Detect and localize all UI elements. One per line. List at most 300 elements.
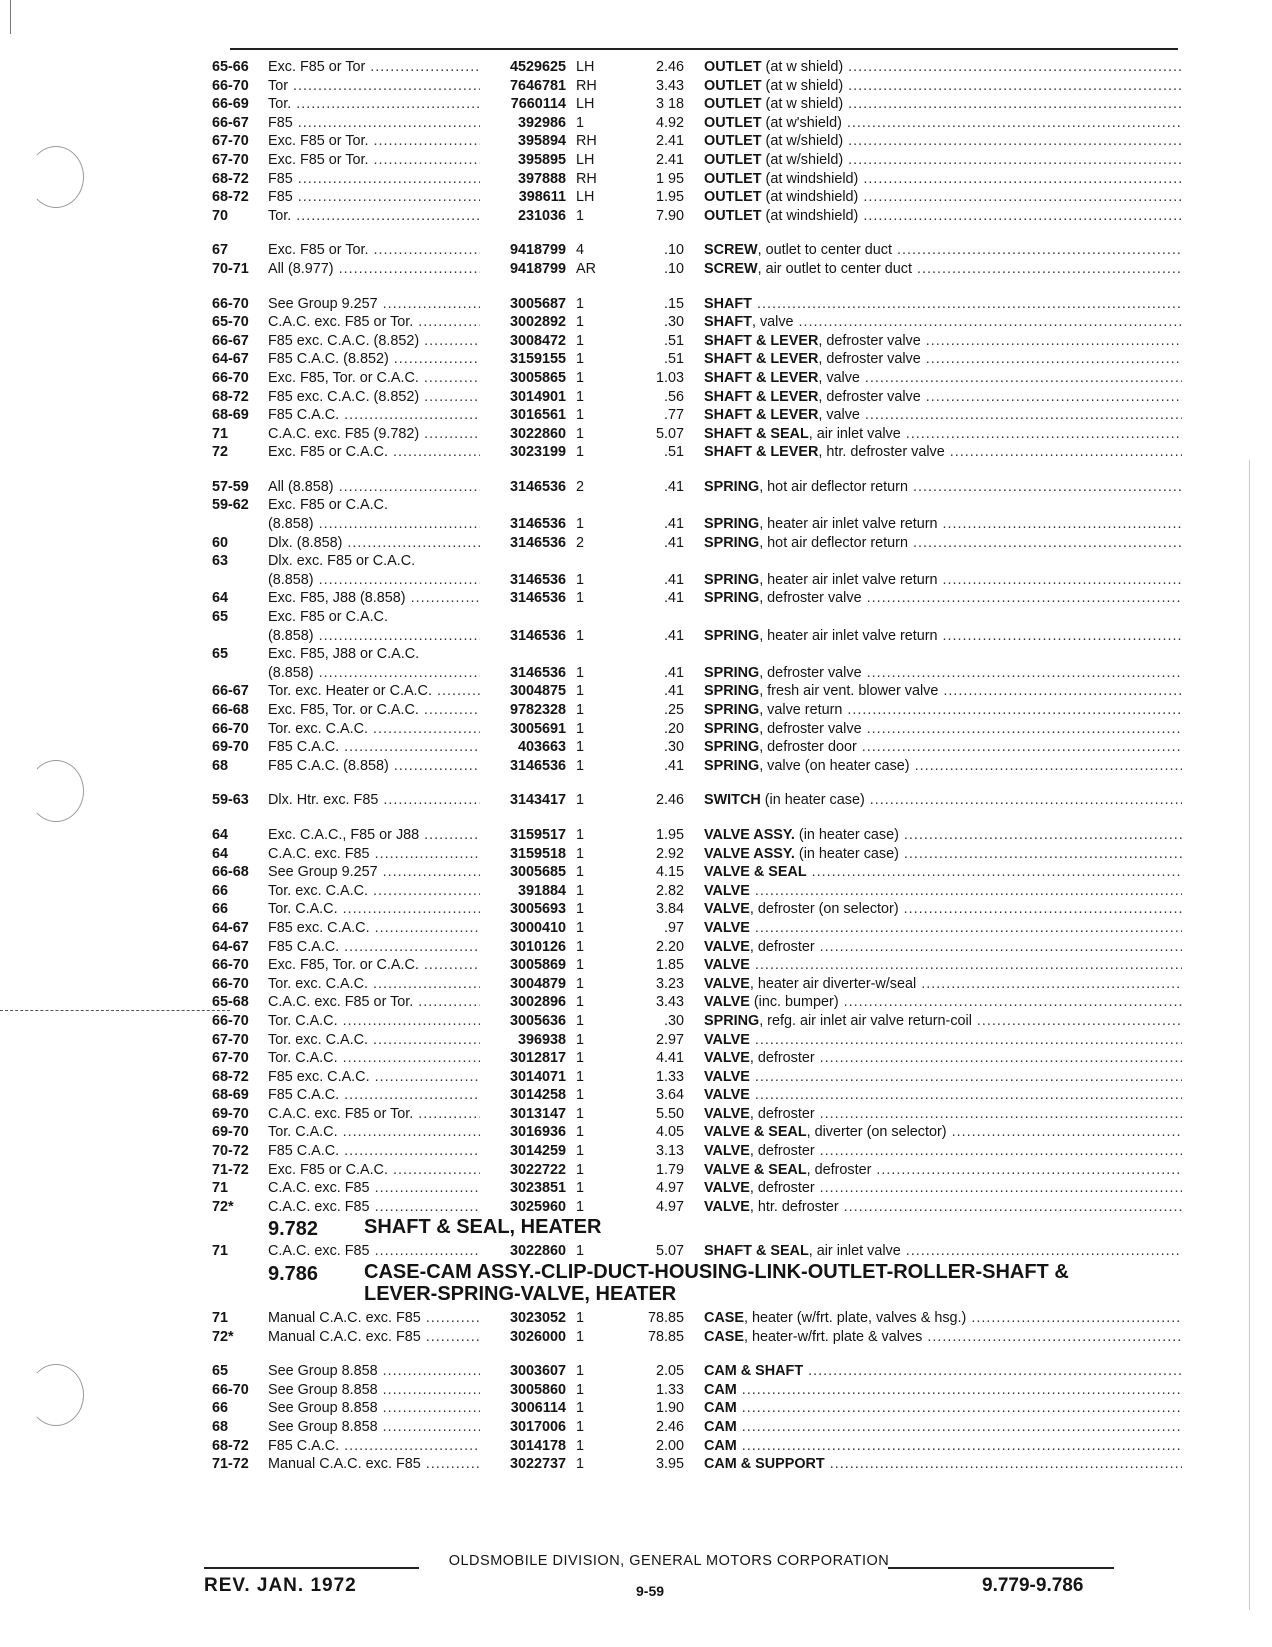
part-number: 3005869: [509, 957, 566, 974]
part-number: 3010126: [509, 938, 566, 955]
part-description: [704, 1418, 1182, 1437]
part-description: [704, 975, 1182, 994]
model-application: [268, 1049, 480, 1068]
part-description: [704, 956, 1182, 975]
part-detail: , hot air deflector return: [759, 478, 908, 495]
price: 78.85: [647, 1328, 684, 1345]
price: 4.97: [655, 1180, 684, 1197]
part-row: [212, 1179, 1182, 1198]
row-spacer: [212, 462, 1182, 478]
part-row: [212, 1123, 1182, 1142]
price: .25: [663, 702, 684, 718]
part-description: [704, 1049, 1182, 1068]
model-application: [268, 627, 480, 646]
model-years: 69-70: [212, 739, 249, 756]
model-application: [268, 406, 480, 425]
price: 3.64: [655, 1087, 684, 1104]
quantity: 1: [576, 683, 585, 700]
part-row: [212, 515, 1182, 534]
quantity: 1: [576, 1031, 585, 1048]
quantity: 1: [576, 1124, 585, 1141]
part-row: [212, 627, 1182, 646]
part-number: 7660114: [510, 96, 566, 113]
model-years: 71-72: [212, 1456, 249, 1473]
quantity: 1: [576, 845, 585, 862]
part-row: [212, 1012, 1182, 1031]
model-application: [268, 552, 480, 571]
quantity: 1: [576, 1328, 585, 1345]
binder-hole: [28, 146, 84, 208]
model-application: [268, 1362, 480, 1381]
part-name: VALVE & SEAL: [704, 1161, 807, 1178]
model-text: Tor. exc. C.A.C.: [268, 882, 368, 899]
part-row: [212, 757, 1182, 776]
price: 2.00: [655, 1437, 684, 1454]
quantity: 1: [576, 1050, 585, 1067]
model-application: [268, 791, 480, 810]
part-name: VALVE ASSY.: [704, 845, 795, 862]
part-number: 3014259: [509, 1143, 566, 1160]
model-application: [268, 720, 480, 739]
price: 4.92: [655, 114, 684, 131]
quantity: 2: [576, 534, 585, 551]
part-detail: , defroster valve: [818, 388, 921, 405]
part-detail: , defroster (on selector): [749, 901, 899, 918]
quantity: 1: [576, 1400, 585, 1417]
part-row: [212, 1437, 1182, 1456]
model-text: (8.858): [268, 627, 314, 644]
quantity: 1: [576, 314, 585, 331]
part-row: [212, 350, 1182, 369]
part-name: SPRING: [704, 683, 760, 700]
price: .30: [663, 1012, 684, 1029]
price: .51: [663, 332, 684, 349]
part-row: [212, 1309, 1182, 1328]
quantity: 1: [576, 1243, 585, 1260]
price: .97: [663, 919, 684, 936]
model-text: F85 exc. C.A.C. (8.852): [268, 332, 420, 349]
quantity: 1: [576, 1419, 585, 1435]
quantity: 1: [576, 826, 585, 843]
model-text: Manual C.A.C. exc. F85: [268, 1328, 421, 1345]
section-heading: [212, 1216, 1182, 1242]
part-name: OUTLET: [704, 59, 762, 75]
model-text: C.A.C. exc. F85 (9.782): [268, 425, 420, 442]
part-number: 396938: [517, 1031, 566, 1048]
model-application: [268, 1437, 480, 1456]
quantity: RH: [576, 77, 597, 94]
model-years: 71: [212, 1180, 229, 1197]
model-text: Exc. C.A.C., F85 or J88: [268, 826, 420, 843]
model-years: 72*: [212, 1328, 234, 1345]
part-description: [704, 682, 1182, 701]
part-name: SHAFT & LEVER: [704, 407, 819, 424]
part-description: [704, 406, 1182, 425]
section-number: 9.786: [268, 1263, 319, 1286]
model-years: 59-62: [212, 497, 249, 514]
part-row: [212, 938, 1182, 957]
part-row: [212, 1242, 1182, 1261]
part-row: [212, 77, 1182, 96]
model-years: 67-70: [212, 1031, 249, 1048]
part-description: [704, 1031, 1182, 1050]
model-years: 64-67: [212, 919, 249, 936]
part-name: SHAFT & LEVER: [704, 444, 819, 461]
quantity: 1: [576, 919, 585, 936]
part-row: [212, 478, 1182, 497]
model-years: 65: [212, 646, 229, 663]
model-years: 60: [212, 534, 229, 551]
part-row: [212, 425, 1182, 444]
price: 4.05: [655, 1124, 684, 1141]
price: .41: [663, 757, 684, 774]
model-application: [268, 1031, 480, 1050]
part-row: [212, 534, 1182, 553]
part-row: [212, 58, 1182, 77]
part-name: SHAFT & SEAL: [704, 1243, 809, 1260]
model-application: [268, 1242, 480, 1261]
part-number: 398611: [518, 189, 566, 206]
model-text: F85 exc. C.A.C.: [268, 919, 370, 936]
part-number: 3013147: [509, 1105, 566, 1122]
part-name: VALVE: [704, 1198, 750, 1215]
model-text: Exc. F85, Tor. or C.A.C.: [268, 957, 419, 974]
part-detail: , defroster valve: [759, 590, 862, 607]
part-description: [704, 1242, 1182, 1261]
model-text: C.A.C. exc. F85: [268, 845, 370, 862]
model-years: 66: [212, 901, 229, 918]
part-number: 9418799: [509, 260, 566, 277]
part-number: 4529625: [509, 59, 566, 75]
model-text: Exc. F85 or Tor: [268, 59, 366, 75]
model-text: F85 C.A.C.: [268, 1087, 340, 1104]
model-text: Tor. exc. Heater or C.A.C.: [268, 683, 432, 700]
price: 1.03: [655, 369, 684, 386]
model-text: All (8.977): [268, 260, 334, 277]
price: .41: [663, 664, 684, 681]
part-row: [212, 388, 1182, 407]
part-row: [212, 919, 1182, 938]
price: .77: [663, 407, 684, 424]
part-row: [212, 993, 1182, 1012]
model-years: 67-70: [212, 1050, 249, 1067]
model-application: [268, 1086, 480, 1105]
model-text: Exc. F85, J88 (8.858): [268, 590, 406, 607]
model-application: [268, 534, 480, 553]
quantity: 1: [576, 1161, 585, 1178]
part-name: VALVE: [704, 901, 750, 918]
part-name: OUTLET: [704, 207, 762, 224]
part-number: 3159518: [509, 845, 566, 862]
part-number: 3022737: [509, 1456, 566, 1473]
part-description: [704, 1198, 1182, 1217]
price: .56: [663, 388, 684, 405]
part-row: [212, 95, 1182, 114]
model-text: F85 C.A.C. (8.852): [268, 351, 389, 368]
part-number: 3003607: [509, 1363, 566, 1380]
quantity: 1: [576, 332, 585, 349]
model-years: 66: [212, 1400, 229, 1417]
price: 3.43: [655, 77, 684, 94]
part-detail: , defroster valve: [818, 332, 921, 349]
model-years: 59-63: [212, 792, 249, 809]
part-description: [704, 757, 1182, 776]
part-name: SHAFT & LEVER: [704, 369, 819, 386]
model-text: Exc. F85 or Tor.: [268, 242, 369, 259]
part-detail: , heater air inlet valve return: [759, 516, 938, 533]
part-detail: , defroster valve: [818, 351, 921, 368]
part-name: SPRING: [704, 1012, 760, 1029]
part-number: 3005691: [509, 720, 566, 737]
price: 2.46: [655, 59, 684, 75]
model-years: 66-67: [212, 683, 249, 700]
model-text: F85 exc. C.A.C.: [268, 1068, 370, 1085]
model-years: 71-72: [212, 1161, 249, 1178]
part-number: 395894: [517, 133, 566, 150]
quantity: 1: [576, 1087, 585, 1104]
model-application: [268, 682, 480, 701]
part-number: 3014071: [509, 1068, 566, 1085]
part-row: [212, 1105, 1182, 1124]
model-application: [268, 207, 480, 226]
model-text: F85 C.A.C.: [268, 1143, 340, 1160]
model-years: 65: [212, 1363, 229, 1380]
model-text: F85: [268, 189, 293, 206]
model-application: [268, 388, 480, 407]
model-text: Manual C.A.C. exc. F85: [268, 1456, 421, 1473]
part-row: [212, 791, 1182, 810]
part-description: [704, 701, 1182, 720]
model-application: [268, 1198, 480, 1217]
model-years: 57-59: [212, 478, 249, 495]
part-name: SHAFT & SEAL: [704, 425, 809, 442]
parts-list: [212, 58, 1182, 1474]
part-row: [212, 1142, 1182, 1161]
quantity: 1: [576, 516, 585, 533]
model-text: Tor. C.A.C.: [268, 1124, 338, 1141]
page-edge-mark: [10, 0, 11, 34]
price: .20: [663, 720, 684, 737]
quantity: 1: [576, 792, 585, 809]
quantity: RH: [576, 133, 597, 150]
quantity: 2: [576, 478, 585, 495]
model-years: 68: [212, 1419, 229, 1435]
model-years: 68-72: [212, 170, 249, 187]
model-text: Exc. F85 or C.A.C.: [268, 444, 388, 461]
footer-rule: [888, 1567, 1114, 1569]
part-description: [704, 1455, 1182, 1474]
part-description: [704, 1437, 1182, 1456]
quantity: 1: [576, 901, 585, 918]
model-years: 67: [212, 242, 229, 259]
part-name: CAM & SHAFT: [704, 1363, 804, 1380]
price: 3 18: [655, 96, 684, 113]
model-application: [268, 738, 480, 757]
model-text: Tor. C.A.C.: [268, 1012, 338, 1029]
scan-artifact-line: [0, 1010, 230, 1011]
part-detail: , defroster: [749, 1180, 815, 1197]
part-name: SPRING: [704, 720, 760, 737]
part-name: VALVE: [704, 938, 750, 955]
model-application: [268, 77, 480, 96]
part-name: VALVE: [704, 957, 750, 974]
model-application: [268, 1179, 480, 1198]
model-text: C.A.C. exc. F85 or Tor.: [268, 994, 414, 1011]
quantity: 1: [576, 627, 585, 644]
model-years: 68-72: [212, 189, 249, 206]
part-detail: , htr. defroster: [749, 1198, 839, 1215]
section-title: SHAFT & SEAL, HEATER: [364, 1216, 602, 1239]
model-application: [268, 332, 480, 351]
model-application: [268, 1328, 480, 1347]
part-row: [212, 1161, 1182, 1180]
part-name: SHAFT & LEVER: [704, 332, 819, 349]
model-years: 66-70: [212, 295, 249, 312]
price: 5.50: [655, 1105, 684, 1122]
part-name: VALVE: [704, 1087, 750, 1104]
quantity: 4: [576, 242, 585, 259]
part-name: OUTLET: [704, 133, 762, 150]
part-name: SHAFT: [704, 314, 752, 331]
part-description: [704, 114, 1182, 133]
quantity: 1: [576, 388, 585, 405]
part-detail: , valve (on heater case): [759, 757, 910, 774]
part-row: [212, 738, 1182, 757]
price: 3.23: [655, 975, 684, 992]
price: .41: [663, 516, 684, 533]
part-description: [704, 95, 1182, 114]
model-application: [268, 919, 480, 938]
model-years: 66-70: [212, 1381, 249, 1398]
part-detail: , heater-w/frt. plate & valves: [743, 1328, 923, 1345]
model-years: 65: [212, 609, 229, 626]
model-text: F85 C.A.C. (8.858): [268, 757, 389, 774]
part-row: [212, 900, 1182, 919]
quantity: 1: [576, 1105, 585, 1122]
model-years: 66-67: [212, 114, 249, 131]
model-years: 65-66: [212, 59, 249, 75]
part-row: [212, 571, 1182, 590]
model-text: Exc. F85 or C.A.C.: [268, 497, 388, 514]
quantity: 1: [576, 1456, 585, 1473]
part-number: 3017006: [509, 1419, 566, 1435]
part-detail: , defroster: [806, 1161, 872, 1178]
price: 1.33: [655, 1381, 684, 1398]
price: .30: [663, 314, 684, 331]
model-text: Exc. F85 or C.A.C.: [268, 1161, 388, 1178]
model-text: Tor.: [268, 96, 292, 113]
model-text: C.A.C. exc. F85: [268, 1198, 370, 1215]
price: .10: [663, 260, 684, 277]
price: .15: [663, 295, 684, 312]
part-name: CASE: [704, 1310, 744, 1327]
part-description: [704, 1142, 1182, 1161]
part-row: [212, 241, 1182, 260]
model-years: 68-69: [212, 1087, 249, 1104]
quantity: 1: [576, 295, 585, 312]
part-description: [704, 350, 1182, 369]
part-description: [704, 845, 1182, 864]
quantity: 1: [576, 739, 585, 756]
part-detail: , valve return: [759, 702, 843, 718]
model-application: [268, 1012, 480, 1031]
quantity: 1: [576, 957, 585, 974]
model-application: [268, 645, 480, 664]
model-text: Tor.: [268, 207, 292, 224]
model-application: [268, 295, 480, 314]
model-text: Exc. F85, Tor. or C.A.C.: [268, 369, 419, 386]
part-row: [212, 207, 1182, 226]
model-application: [268, 956, 480, 975]
part-number: 3012817: [509, 1050, 566, 1067]
model-application: [268, 443, 480, 462]
part-name: VALVE: [704, 975, 750, 992]
part-row: [212, 406, 1182, 425]
part-detail: , defroster: [749, 1105, 815, 1122]
part-description: [704, 938, 1182, 957]
price: 1.95: [655, 826, 684, 843]
model-years: 67-70: [212, 151, 249, 168]
row-spacer: [212, 225, 1182, 241]
part-number: 3022722: [509, 1161, 566, 1178]
part-description: [704, 826, 1182, 845]
part-detail: , heater (w/frt. plate, valves & hsg.): [743, 1310, 967, 1327]
model-application: [268, 1455, 480, 1474]
model-text: C.A.C. exc. F85: [268, 1243, 370, 1260]
part-number: 9418799: [509, 242, 566, 259]
part-name: SHAFT & LEVER: [704, 388, 819, 405]
quantity: 1: [576, 720, 585, 737]
quantity: 1: [576, 864, 585, 881]
model-text: Tor. C.A.C.: [268, 901, 338, 918]
part-number: 3146536: [509, 664, 566, 681]
part-number: 231036: [517, 207, 566, 224]
part-number: 3008472: [509, 332, 566, 349]
quantity: 1: [576, 994, 585, 1011]
part-description: [704, 425, 1182, 444]
footer-rule: [204, 1567, 419, 1569]
part-row: [212, 1418, 1182, 1437]
part-number: 3023052: [509, 1310, 566, 1327]
model-years: 66-70: [212, 957, 249, 974]
part-row: [212, 1455, 1182, 1474]
model-application: [268, 900, 480, 919]
part-row: [212, 1068, 1182, 1087]
quantity: LH: [576, 59, 595, 75]
part-description: [704, 515, 1182, 534]
part-description: [704, 77, 1182, 96]
part-description: [704, 1328, 1182, 1347]
price: .41: [663, 627, 684, 644]
price: .41: [663, 590, 684, 607]
part-name: SHAFT: [704, 295, 752, 312]
model-years: 70-72: [212, 1143, 249, 1160]
model-years: 66-69: [212, 96, 249, 113]
part-number: 403663: [517, 739, 566, 756]
part-row: [212, 332, 1182, 351]
part-description: [704, 791, 1182, 810]
part-description: [704, 664, 1182, 683]
model-years: 68-72: [212, 388, 249, 405]
quantity: AR: [576, 260, 596, 277]
model-application: [268, 589, 480, 608]
quantity: 1: [576, 351, 585, 368]
part-number: 3014258: [509, 1087, 566, 1104]
model-application: [268, 571, 480, 590]
part-detail: (in heater case): [760, 792, 865, 809]
model-years: 68-72: [212, 1437, 249, 1454]
part-row: [212, 975, 1182, 994]
